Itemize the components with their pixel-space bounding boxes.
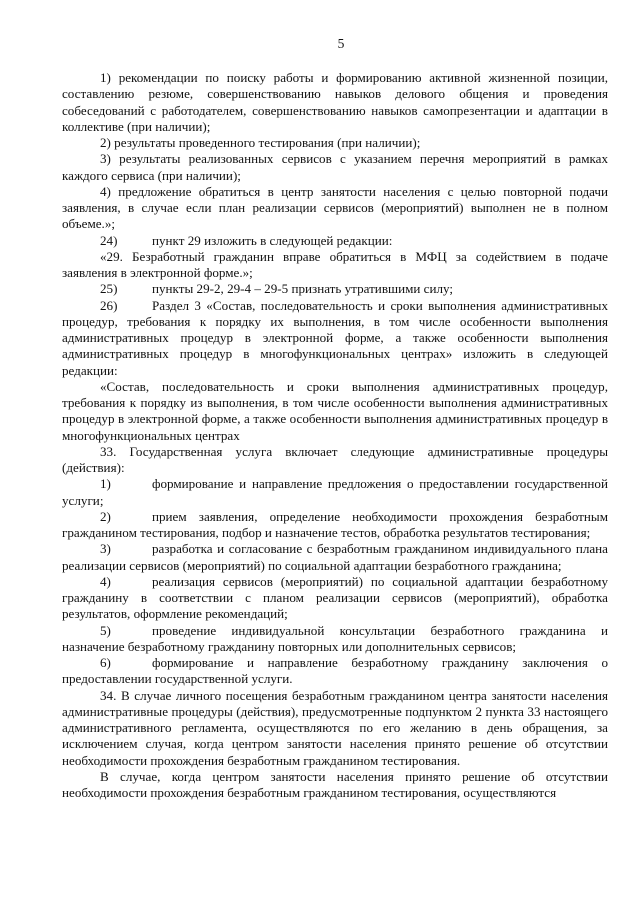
paragraph <box>62 249 608 282</box>
item-number: 25) <box>100 281 118 297</box>
page-number: 5 <box>337 36 345 51</box>
paragraph-text: 3) результаты реализованных сервисов с указанием перечня мероприятий в рамках каждого сервиса (при наличии); <box>62 151 608 183</box>
item-number: 1) <box>100 476 111 492</box>
paragraph-text: прием заявления, определение необходимости прохождения безработным гражданином тестирования, подбор и назначение тестов, обработка результатов тестирования; <box>62 508 608 540</box>
paragraph <box>62 184 608 233</box>
paragraph-text: разработка и согласование с безработным гражданином индивидуального плана реализации сервисов (мероприятий) по социальной адаптации безработного гражданина; <box>62 541 608 573</box>
paragraph-text: 33. Государственная услуга включает следующие административные процедуры (действия): <box>62 443 608 475</box>
document-body <box>62 70 608 801</box>
item-number: 5) <box>100 622 111 638</box>
paragraph <box>62 688 608 769</box>
paragraph-text: пункт 29 изложить в следующей редакции: <box>152 232 393 248</box>
paragraph <box>62 151 608 184</box>
paragraph-text: формирование и направление безработному гражданину заключения о предоставлении государственной услуги. <box>62 655 608 687</box>
paragraph <box>62 655 608 688</box>
paragraph-text: 4) предложение обратиться в центр занятости населения с целью повторной подачи заявления, в случае если план реализации сервисов (мероприятий) выполнен не в полном объеме.»; <box>62 183 608 232</box>
paragraph-text: пункты 29-2, 29-4 – 29-5 признать утратившими силу; <box>152 281 454 297</box>
paragraph <box>62 509 608 542</box>
paragraph <box>62 298 608 379</box>
item-number: 3) <box>100 541 111 557</box>
paragraph <box>62 541 608 574</box>
item-number: 24) <box>100 232 118 248</box>
item-number: 4) <box>100 573 111 589</box>
paragraph-text: формирование и направление предложения о предоставлении государственной услуги; <box>62 476 608 508</box>
paragraph-text: 2) результаты проведенного тестирования (при наличии); <box>100 135 421 150</box>
paragraph <box>62 769 608 802</box>
paragraph-text: «Состав, последовательность и сроки выполнения административных процедур, требования к порядку из выполнения, в том числе особенности выполнения административных процедур в электронной форме, а также особенности выполнения административных процедур в многофункциональных центрах <box>62 378 608 443</box>
paragraph <box>62 623 608 656</box>
item-number: 26) <box>100 297 118 313</box>
paragraph-text: реализация сервисов (мероприятий) по социальной адаптации безработному гражданину в соответствии с планом реализации сервисов (мероприятий), обработка результатов, оформление рекомендаций; <box>62 573 608 622</box>
item-number: 2) <box>100 508 111 524</box>
paragraph-text: «29. Безработный гражданин вправе обратиться в МФЦ за содействием в подаче заявления в электронной форме.»; <box>62 248 608 280</box>
paragraph <box>62 281 608 297</box>
item-number: 6) <box>100 655 111 670</box>
paragraph-text: Раздел 3 «Состав, последовательность и сроки выполнения административных процедур, требования к порядку их выполнения, в том числе особенности выполнения административных процедур в электронной форме, а также особенности выполнения административных процедур в многофункциональных центрах» изложить в следующей редакции: <box>62 297 608 378</box>
paragraph <box>62 574 608 623</box>
paragraph-text: 1) рекомендации по поиску работы и формированию активной жизненной позиции, составлению резюме, совершенствованию навыков делового общения и проведения собеседований с работодателем, совершенствованию навыков самопрезентации и адаптации в коллективе (при наличии); <box>62 70 608 134</box>
paragraph <box>62 70 608 135</box>
paragraph <box>62 379 608 444</box>
paragraph-text: 34. В случае личного посещения безработным гражданином центра занятости населения административные процедуры (действия), предусмотренные подпунктом 2 пункта 33 настоящего административного регламента, осуществляются по его желанию в день обращения, за исключением случая, когда центром занятости населения принято решение об отсутствии необходимости прохождения безработным гражданином тестирования. <box>62 687 608 768</box>
paragraph-text: проведение индивидуальной консультации безработного гражданина и назначение безработному гражданину повторных или дополнительных сервисов; <box>62 622 608 654</box>
paragraph <box>62 135 608 151</box>
paragraph <box>62 476 608 509</box>
paragraph-text: В случае, когда центром занятости населения принято решение об отсутствии необходимости прохождения безработным гражданином тестирования, осуществляются <box>62 768 608 800</box>
paragraph <box>62 233 608 249</box>
paragraph <box>62 444 608 477</box>
